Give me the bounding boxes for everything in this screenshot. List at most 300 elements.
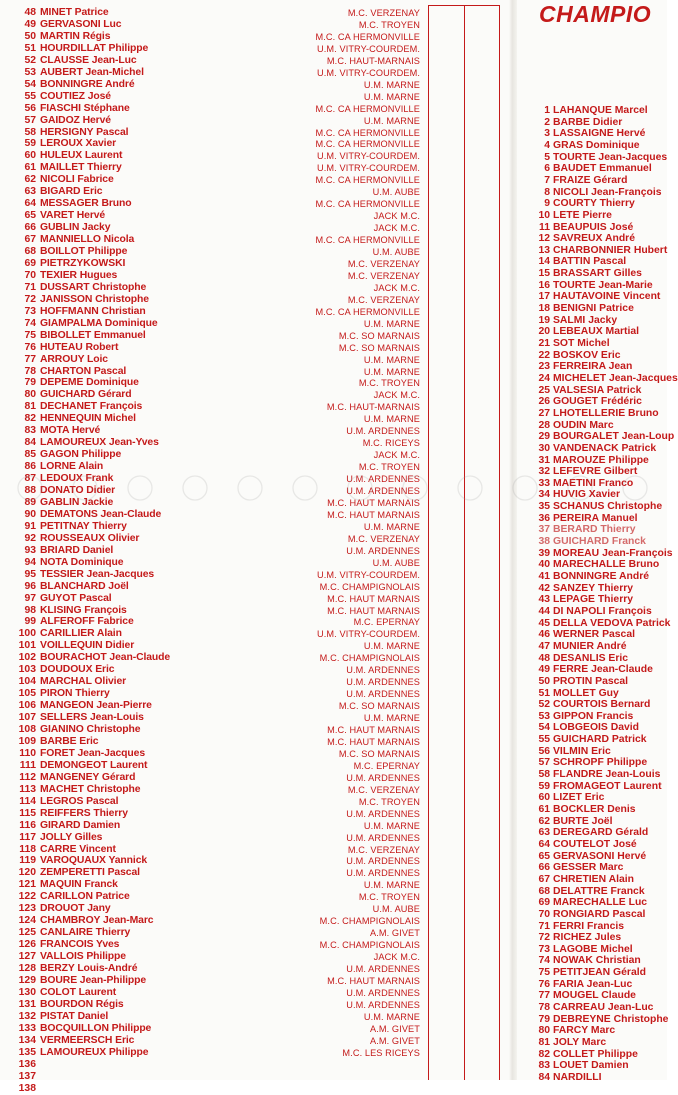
entry-name: GESSER Marc [553,862,624,874]
list-item [520,967,670,979]
entry-club: U.M. MARNE [363,713,420,724]
list-item [0,724,420,736]
entry-number: 29 [538,431,550,443]
entry-name: FRANCOIS Yves [40,939,120,951]
entry-name: SOT Michel [553,338,610,349]
entry-name: DEMONGEOT Laurent [40,759,148,771]
entry-club: M.C. VERZENAY [347,533,420,544]
entry-name: DUSSART Christophe [40,281,147,293]
entry-name: FROMAGEOT Laurent [553,780,662,792]
entry-number: 77 [24,353,36,365]
entry-number: 47 [538,640,550,652]
entry-number: 76 [538,978,550,990]
list-item [0,939,420,951]
entry-club: U.M. ARDENNES [346,856,420,867]
entry-name: NOTA Dominique [40,556,124,568]
list-item [0,1011,420,1023]
entry-club: U.M. ARDENNES [346,677,420,688]
entry-number: 71 [24,281,36,293]
entry-name: CARILLON Patrice [40,891,130,903]
entry-club: U.M. AUBE [372,247,420,257]
entry-name: BERZY Louis-André [40,963,138,974]
entry-name: BRASSART Gilles [553,268,642,280]
watermark-strip [0,470,667,514]
entry-name: LOUET Damien [553,1060,629,1072]
entry-number: 69 [538,897,550,909]
list-item [0,162,420,174]
entry-name: MAILLET Thierry [40,162,122,174]
entry-name: HENNEQUIN Michel [40,413,136,425]
list-item [520,303,670,315]
list-item [520,1002,670,1014]
entry-number: 67 [538,873,550,885]
entry-number: 57 [538,757,550,769]
entry-number: 78 [538,1002,550,1014]
entry-number: 60 [538,792,550,804]
list-item [520,804,670,816]
list-item [520,711,670,723]
entry-number: 7 [544,174,550,186]
entry-number: 70 [24,269,36,281]
entry-number: 107 [18,712,36,724]
entry-name: MAROUZE Philippe [553,454,649,466]
list-item [520,210,670,222]
entry-club: U.M. VITRY-COURDEM. [317,67,420,78]
list-item [520,198,670,210]
list-item [520,955,670,967]
list-item [520,641,670,653]
entry-name: MAQUIN Franck [40,879,118,891]
entry-club: M.C. CHAMPIGNOLAIS [319,581,420,592]
list-item [0,915,420,927]
entry-club: U.M. ARDENNES [346,964,420,974]
entry-name: VARET Hervé [40,210,106,222]
entry-club: U.M. VITRY-COURDEM. [317,569,420,580]
entry-number: 113 [19,783,36,795]
entry-name: NICOLI Fabrice [40,174,114,186]
entry-number: 81 [538,1037,550,1048]
entry-name: BOSKOV Eric [553,349,621,361]
entry-name: CARILLIER Alain [40,628,122,640]
entry-name: MANNIELLO Nicola [40,234,135,246]
right-page-title: CHAMPIO [539,1,652,27]
entry-name: BLANCHARD Joël [40,580,129,592]
entry-number: 45 [538,617,550,629]
entry-name: LAMOUREUX Philippe [40,1046,149,1058]
list-item [520,268,670,280]
entry-club: M.C. TROYEN [358,796,420,807]
list-item [520,233,670,245]
entry-club: U.M. MARNE [363,880,420,891]
entry-number: 82 [538,1048,550,1060]
entry-number: 43 [538,594,550,606]
entry-club: M.C. SO MARNAIS [338,701,420,712]
entry-club: M.C. TROYEN [358,378,420,389]
entry-name: MAETINI Franco [553,477,634,489]
list-item [520,547,673,560]
entry-club: U.M. ARDENNES [346,772,420,783]
list-item [520,385,670,397]
entry-club: M.C. CA HERMONVILLE [315,139,420,150]
list-item [520,559,670,571]
entry-name: LEDOUX Frank [40,473,114,485]
entry-name: JOLLY Gilles [40,831,103,843]
entry-club: U.M. MARNE [363,1011,420,1022]
list-item [520,990,670,1002]
entry-number: 38 [538,536,550,548]
entry-name: DEPEME Dominique [40,377,139,389]
entry-name: GUYOT Pascal [40,592,112,604]
list-item [520,455,670,467]
entry-name: BARBE Didier [553,116,623,128]
entry-number: 60 [24,150,36,162]
list-item [0,688,420,700]
entry-number: 118 [19,843,36,855]
entry-club: JACK M.C. [373,223,420,234]
entry-number: 72 [538,932,550,944]
list-item [0,413,420,425]
entry-club: M.C. HAUT-MARNAIS [326,55,420,66]
list-item [0,1083,420,1095]
entry-number: 123 [18,903,36,915]
entry-name: AUBERT Jean-Michel [40,66,144,78]
entry-name: MOLLET Guy [553,687,619,699]
entry-name: HULEUX Laurent [40,150,123,162]
entry-number: 35 [538,501,550,513]
list-item [520,594,670,606]
list-item [0,820,420,832]
entry-name: GIANINO Christophe [40,724,141,735]
list-item [520,524,670,536]
entry-number: 114 [19,795,36,807]
entry-name: DONATO Didier [40,485,116,496]
list-item [0,1035,420,1047]
entry-number: 131 [18,998,36,1010]
entry-name: PIRON Thierry [40,688,110,700]
list-item [520,734,670,746]
entry-number: 99 [24,616,36,628]
list-item [0,652,420,664]
list-item [520,769,670,781]
entry-name: FERREIRA Jean [553,361,633,373]
list-item [0,700,420,712]
entry-number: 11 [539,221,550,233]
entry-name: CHARTON Pascal [40,365,127,377]
list-item [520,326,670,338]
entry-name: FLANDRE Jean-Louis [553,769,661,781]
entry-number: 52 [24,54,36,66]
list-item [520,513,670,525]
list-item [0,545,420,557]
list-item [520,536,670,548]
list-item [520,722,670,734]
list-item [520,921,670,933]
list-item [520,839,670,851]
entry-name: PEREIRA Manuel [553,512,638,524]
entry-name: BOURGALET Jean-Loup [553,431,675,443]
list-item [0,437,420,449]
entry-number: 75 [24,329,36,341]
entry-name: DI NAPOLI François [553,605,652,617]
entry-number: 80 [24,389,36,401]
entry-number: 73 [24,305,36,317]
entry-name: SANZEY Thierry [553,582,634,594]
entry-club: M.C. EPERNAY [353,760,420,771]
entry-name: OUDIN Marc [553,419,614,431]
list-item [0,760,420,772]
entry-number: 34 [538,489,550,501]
entry-name: NICOLI Jean-François [553,186,662,198]
entry-name: GERVASONI Hervé [553,850,647,862]
list-item [520,792,670,804]
entry-number: 56 [538,745,550,757]
entry-name: BONNINGRE André [553,571,650,582]
entry-club: U.M. ARDENNES [346,665,420,676]
entry-club: M.C. CA HERMONVILLE [315,103,420,114]
entry-number: 89 [24,496,36,508]
list-item [0,19,420,31]
entry-number: 15 [538,268,550,280]
entry-club: JACK M.C. [373,282,420,293]
list-item [0,879,420,891]
list-item [0,748,420,760]
entry-name: MOTA Hervé [40,425,101,437]
entry-number: 3 [544,128,550,140]
entry-name: DELLA VEDOVA Patrick [553,617,671,629]
entry-club: JACK M.C. [373,450,420,461]
entry-number: 13 [538,244,550,256]
entry-name: BEAUPUIS José [553,221,634,233]
entry-number: 97 [24,592,36,604]
list-item [520,361,670,373]
entry-club: U.M. MARNE [363,366,420,377]
entry-number: 51 [24,42,36,54]
list-item [520,757,670,769]
entry-name: LASSAIGNE Hervé [553,128,646,140]
entry-number: 94 [24,556,36,568]
list-item [0,318,420,330]
list-item [0,581,420,593]
entry-name: COLLET Philippe [553,1048,638,1060]
entry-number: 64 [24,198,36,210]
entry-name: LORNE Alain [40,461,104,473]
entry-number: 105 [18,688,36,700]
list-item [520,629,670,641]
list-item [0,127,420,139]
entry-club: U.M. ARDENNES [346,486,420,496]
entry-club: U.M. ARDENNES [346,868,420,879]
entry-name: RONGIARD Pascal [553,908,646,920]
entry-number: 81 [24,401,36,413]
entry-name: DEREGARD Gérald [553,827,649,839]
entry-number: 96 [24,580,36,592]
entry-name: HERSIGNY Pascal [40,126,129,138]
entry-number: 58 [24,126,36,138]
entry-name: CARREAU Jean-Luc [553,1002,654,1014]
entry-number: 75 [538,967,550,979]
entry-number: 98 [24,604,36,616]
entry-name: BIGARD Eric [40,186,103,198]
entry-name: MARTIN Régis [40,30,111,42]
entry-number: 63 [24,186,36,198]
list-item [0,389,420,401]
list-item [0,736,420,748]
entry-club: M.C. TROYEN [358,892,420,903]
entry-club: M.C. TROYEN [358,19,420,30]
entry-club: JACK M.C. [373,390,420,401]
entry-name: BONNINGRE André [40,78,135,90]
entry-name: GUICHARD Patrick [553,734,647,746]
entry-club: M.C. VERZENAY [347,784,420,795]
entry-name: BATTIN Pascal [553,256,627,268]
entry-name: MARECHALLE Luc [553,897,648,909]
list-item [520,874,670,886]
entry-number: 126 [18,939,36,951]
entry-number: 71 [538,920,550,932]
list-item [0,79,420,91]
entry-number: 53 [24,66,36,78]
entry-number: 111 [19,759,36,771]
entry-club: M.C. VERZENAY [347,294,420,305]
entry-number: 92 [24,532,36,544]
entry-number: 20 [538,326,550,338]
list-item [0,975,420,987]
list-item [0,67,420,79]
entry-name: FERRE Jean-Claude [553,664,653,676]
entry-club: M.C. HAUT MARNAIS [327,497,420,508]
entry-name: REIFFERS Thierry [40,807,128,819]
entry-number: 54 [24,78,36,90]
entry-name: FARCY Marc [553,1025,616,1037]
entry-number: 62 [24,174,36,186]
list-item [520,163,670,175]
entry-name: CLAUSSE Jean-Luc [40,54,137,66]
entry-club: M.C. LES RICEYS [342,1047,420,1058]
entry-name: BARBE Eric [40,735,99,747]
list-item [520,338,670,350]
list-item [0,855,420,867]
entry-name: DEBREYNE Christophe [553,1013,669,1025]
list-item [0,425,420,437]
entry-club: U.M. AUBE [372,557,420,568]
list-item [0,270,420,282]
entry-name: COUTIEZ José [40,90,111,102]
entry-number: 83 [24,425,36,437]
list-item [0,891,420,903]
entry-name: MARECHALLE Bruno [553,559,660,571]
entry-name: GERVASONI Luc [40,18,122,30]
entry-number: 18 [538,303,550,315]
entry-number: 86 [24,461,36,473]
entry-name: MANGEON Jean-Pierre [40,700,152,712]
entry-club: U.M. VITRY-COURDEM. [317,43,420,54]
entry-name: GAIDOZ Hervé [40,114,111,126]
list-item [520,571,670,583]
entry-name: LEPAGE Thierry [553,594,634,606]
entry-name: BOURACHOT Jean-Claude [40,652,171,664]
list-item [0,342,420,354]
entry-name: MESSAGER Bruno [40,198,132,210]
entry-number: 23 [538,361,550,373]
entry-number: 70 [538,908,550,920]
entry-number: 115 [19,807,36,819]
list-item [520,291,670,303]
entry-club: U.M. MARNE [363,521,420,532]
list-item [0,210,420,222]
list-item [520,1060,670,1072]
entry-club: A.M. GIVET [369,928,420,939]
entry-number: 26 [538,396,550,408]
entry-name: MARCHAL Olivier [40,676,127,688]
entry-club: M.C. HAUT MARNAIS [327,725,420,735]
entry-club: M.C. HAUT MARNAIS [327,509,420,520]
entry-number: 128 [18,963,36,974]
entry-number: 83 [538,1060,550,1072]
entry-number: 25 [538,384,550,396]
entry-name: DESANLIS Eric [553,652,629,664]
entry-number: 49 [24,18,36,30]
entry-club: U.M. MARNE [363,414,420,425]
entry-name: LEROUX Xavier [40,138,117,150]
entry-number: 2 [544,116,550,128]
entry-name: LEGROS Pascal [40,795,119,807]
list-item [0,1059,420,1071]
entry-name: MINET Patrice [40,7,109,18]
entry-club: U.M. ARDENNES [346,689,420,700]
list-item [0,150,420,162]
entry-name: LAMOUREUX Jean-Yves [40,437,159,449]
entry-name: LETE Pierre [553,209,612,221]
entry-number: 55 [24,90,36,102]
entry-name: LEBEAUX Martial [553,326,640,338]
entry-number: 129 [18,974,36,986]
entry-number: 9 [544,198,550,210]
list-item [0,306,420,318]
entry-club: M.C. SO MARNAIS [338,330,420,341]
entry-name: NARDILLI [553,1071,602,1083]
entry-name: LHOTELLERIE Bruno [553,407,659,419]
entry-number: 22 [538,349,550,361]
entry-name: VERMEERSCH Eric [40,1034,135,1046]
entry-name: VANDENACK Patrick [553,442,657,454]
entry-number: 62 [538,815,550,827]
entry-number: 78 [24,365,36,377]
entry-club: M.C. EPERNAY [353,617,420,628]
entry-name: MICHELET Jean-Jacques [553,372,678,384]
list-item [520,245,670,257]
entry-number: 72 [24,293,36,305]
entry-number: 4 [544,139,550,151]
entry-number: 14 [538,256,550,268]
entry-name: GUBLIN Jacky [40,222,111,234]
entry-number: 46 [538,629,550,641]
entry-name: GIRARD Damien [40,819,121,831]
entry-name: JANISSON Christophe [40,293,149,305]
entry-number: 76 [24,341,36,353]
entry-name: GUICHARD Gérard [40,389,132,401]
entry-club: JACK M.C. [373,211,420,222]
entry-number: 108 [18,724,36,735]
list-item [520,408,670,420]
entry-name: BIBOLLET Emmanuel [40,329,146,341]
entry-number: 82 [24,413,36,425]
entry-number: 24 [538,372,550,384]
entry-number: 102 [18,652,36,664]
entry-club: U.M. MARNE [363,79,420,90]
list-item [0,401,420,413]
list-item [520,606,670,618]
entry-club: M.C. CHAMPIGNOLAIS [319,940,420,951]
